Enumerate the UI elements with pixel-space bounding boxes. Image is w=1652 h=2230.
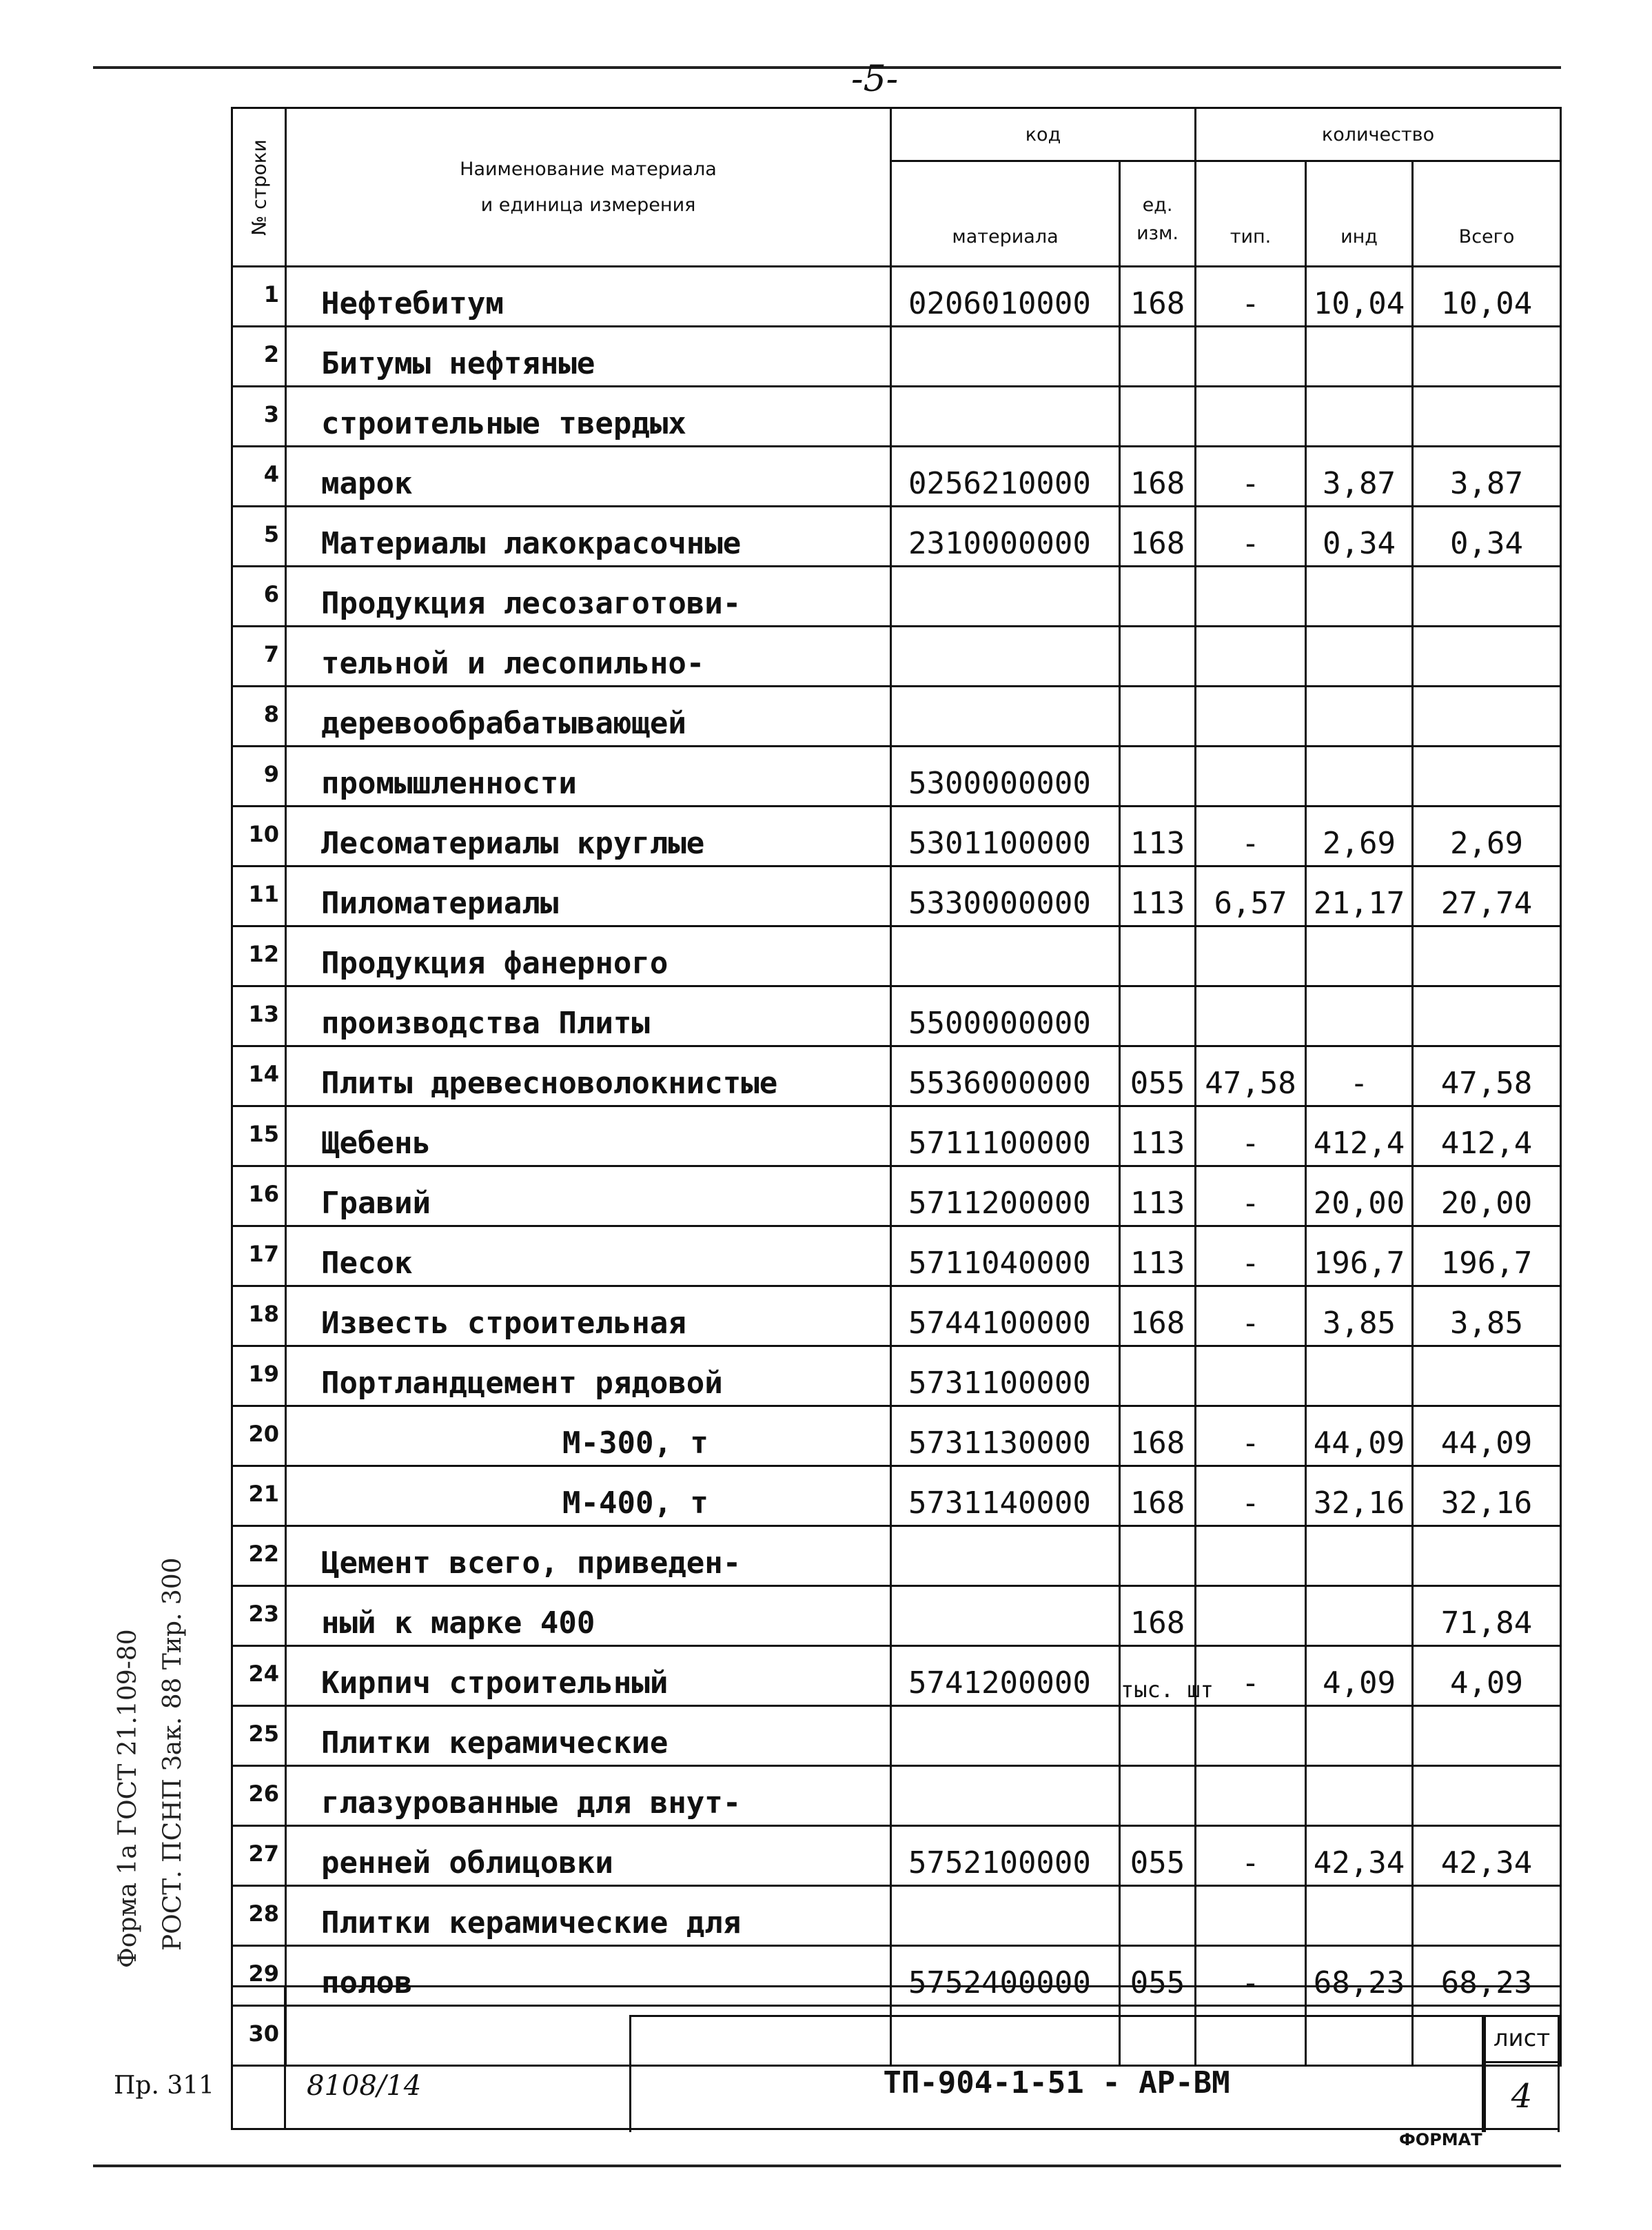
qty-total: 47,58 [1413, 1046, 1561, 1106]
material-name: марок [286, 447, 891, 507]
code-unit-header: ед. изм. [1120, 161, 1196, 267]
material-name: Плитки керамические [286, 1706, 891, 1766]
material-name: Плиты древесноволокнистые [286, 1046, 891, 1106]
material-code [891, 1586, 1120, 1646]
material-code: 5752100000 [891, 1826, 1120, 1886]
material-name: Известь строительная [286, 1286, 891, 1346]
qty-typ: - [1196, 807, 1306, 866]
code-group-header: код [891, 108, 1196, 161]
side-note-form: Форма 1а ГОСТ 21.109-80 [114, 1629, 142, 1968]
table-row [232, 687, 1561, 747]
qty-ind: - [1306, 1046, 1413, 1106]
material-name: Продукция фанерного [286, 926, 891, 986]
qty-ind [1306, 387, 1413, 447]
row-number: 21 [232, 1466, 286, 1526]
material-code: 5300000000 [891, 747, 1120, 807]
qty-ind: 68,23 [1306, 1946, 1413, 2006]
table-row [232, 1406, 1561, 1466]
row-number: 28 [232, 1886, 286, 1946]
qty-typ: 6,57 [1196, 866, 1306, 926]
material-name: ренней облицовки [286, 1826, 891, 1886]
material-code: 5536000000 [891, 1046, 1120, 1106]
unit-code: 113 [1120, 1106, 1196, 1166]
qty-ind-header: инд [1306, 161, 1413, 267]
row-number: 6 [232, 567, 286, 627]
qty-typ-header: тип. [1196, 161, 1306, 267]
qty-ind [1306, 986, 1413, 1046]
row-number: 30 [232, 2006, 286, 2066]
qty-total [1413, 986, 1561, 1046]
row-number: 16 [232, 1166, 286, 1226]
qty-ind: 3,85 [1306, 1286, 1413, 1346]
unit-code [1120, 1766, 1196, 1826]
table-row [232, 1046, 1561, 1106]
row-number: 22 [232, 1526, 286, 1586]
row-number: 18 [232, 1286, 286, 1346]
name-header-line1: Наименование материала [460, 159, 717, 181]
qty-total [1413, 567, 1561, 627]
qty-total [1413, 1766, 1561, 1826]
material-code: 0206010000 [891, 267, 1120, 327]
table-row [232, 747, 1561, 807]
row-number: 12 [232, 926, 286, 986]
material-name: Лесоматериалы круглые [286, 807, 891, 866]
material-code [891, 567, 1120, 627]
table-row [232, 866, 1561, 926]
material-code: 5731130000 [891, 1406, 1120, 1466]
qty-typ [1196, 1886, 1306, 1946]
qty-ind: 20,00 [1306, 1166, 1413, 1226]
title-block [231, 1985, 1560, 2130]
material-code: 5731140000 [891, 1466, 1120, 1526]
table-row [232, 1586, 1561, 1646]
qty-ind [1306, 627, 1413, 687]
table-row [232, 986, 1561, 1046]
material-code [891, 687, 1120, 747]
qty-total [1413, 747, 1561, 807]
row-number: 20 [232, 1406, 286, 1466]
qty-total [1413, 327, 1561, 387]
unit-code [1120, 1886, 1196, 1946]
material-name: деревообрабатывающей [286, 687, 891, 747]
row-number: 29 [232, 1946, 286, 2006]
row-number: 14 [232, 1046, 286, 1106]
material-name: Цемент всего, приведен- [286, 1526, 891, 1586]
material-code: 5330000000 [891, 866, 1120, 926]
qty-total: 44,09 [1413, 1406, 1561, 1466]
unit-code [1120, 627, 1196, 687]
unit-code [1120, 926, 1196, 986]
qty-typ [1196, 327, 1306, 387]
material-code: 5752400000 [891, 1946, 1120, 2006]
qty-total: 10,04 [1413, 267, 1561, 327]
qty-total: 27,74 [1413, 866, 1561, 926]
qty-ind [1306, 1886, 1413, 1946]
table-row [232, 1346, 1561, 1406]
qty-typ: - [1196, 1226, 1306, 1286]
table-row [232, 1706, 1561, 1766]
table-row [232, 1526, 1561, 1586]
row-number: 13 [232, 986, 286, 1046]
page-number: -5- [851, 59, 899, 100]
qty-typ: - [1196, 1106, 1306, 1166]
material-name: М-400, т [286, 1466, 891, 1526]
material-code [891, 926, 1120, 986]
qty-total: 2,69 [1413, 807, 1561, 866]
qty-typ [1196, 1346, 1306, 1406]
row-number: 9 [232, 747, 286, 807]
material-name: М-300, т [286, 1406, 891, 1466]
table-row [232, 1286, 1561, 1346]
material-code [891, 627, 1120, 687]
qty-total [1413, 1346, 1561, 1406]
qty-total: 196,7 [1413, 1226, 1561, 1286]
table-row [232, 627, 1561, 687]
qty-typ: - [1196, 1646, 1306, 1706]
unit-code [1120, 1706, 1196, 1766]
row-number: 7 [232, 627, 286, 687]
unit-code: 168 [1120, 507, 1196, 567]
qty-total: 3,87 [1413, 447, 1561, 507]
qty-typ [1196, 687, 1306, 747]
material-code: 5744100000 [891, 1286, 1120, 1346]
qty-typ: 47,58 [1196, 1046, 1306, 1106]
material-code: 2310000000 [891, 507, 1120, 567]
qty-typ [1196, 747, 1306, 807]
qty-ind: 10,04 [1306, 267, 1413, 327]
qty-ind: 2,69 [1306, 807, 1413, 866]
qty-ind [1306, 1706, 1413, 1766]
unit-code: 113 [1120, 866, 1196, 926]
unit-code: 055 [1120, 1826, 1196, 1886]
table-row [232, 1826, 1561, 1886]
qty-total [1413, 1886, 1561, 1946]
signature-number: 8108/14 [307, 2070, 422, 2102]
material-name: производства Плиты [286, 986, 891, 1046]
table-row [232, 1106, 1561, 1166]
material-name: строительные твердых [286, 387, 891, 447]
row-number: 15 [232, 1106, 286, 1166]
qty-typ [1196, 926, 1306, 986]
qty-ind [1306, 1526, 1413, 1586]
qty-ind: 0,34 [1306, 507, 1413, 567]
material-name: Песок [286, 1226, 891, 1286]
material-name: Щебень [286, 1106, 891, 1166]
sheet-number: 4 [1484, 2063, 1560, 2132]
qty-total: 68,23 [1413, 1946, 1561, 2006]
qty-ind: 32,16 [1306, 1466, 1413, 1526]
qty-total [1413, 387, 1561, 447]
material-name: тельной и лесопильно- [286, 627, 891, 687]
qty-ind [1306, 687, 1413, 747]
qty-ind: 42,34 [1306, 1826, 1413, 1886]
unit-code: 168 [1120, 1466, 1196, 1526]
table-row [232, 507, 1561, 567]
unit-code: 168 [1120, 1286, 1196, 1346]
material-code: 5711100000 [891, 1106, 1120, 1166]
table-row [232, 1646, 1561, 1706]
material-code [891, 1886, 1120, 1946]
qty-total: 20,00 [1413, 1166, 1561, 1226]
table-row [232, 327, 1561, 387]
qty-total-header: Всего [1413, 161, 1561, 267]
unit-code: 113 [1120, 1226, 1196, 1286]
qty-typ: - [1196, 1166, 1306, 1226]
material-name: полов [286, 1946, 891, 2006]
row-number: 8 [232, 687, 286, 747]
table-row [232, 1226, 1561, 1286]
format-label: ФОРМАТ [1399, 2130, 1482, 2149]
qty-ind [1306, 926, 1413, 986]
material-name: Продукция лесозаготови- [286, 567, 891, 627]
name-header-line2: и единица измерения [480, 194, 696, 216]
material-code [891, 327, 1120, 387]
table-row [232, 387, 1561, 447]
qty-total: 42,34 [1413, 1826, 1561, 1886]
qty-typ: - [1196, 1826, 1306, 1886]
unit-code [1120, 1526, 1196, 1586]
material-name: Битумы нефтяные [286, 327, 891, 387]
table-row [232, 267, 1561, 327]
material-name: Материалы лакокрасочные [286, 507, 891, 567]
bottom-rule [93, 2165, 1561, 2167]
table-row [232, 1166, 1561, 1226]
row-number: 1 [232, 267, 286, 327]
unit-code [1120, 1346, 1196, 1406]
qty-typ [1196, 1586, 1306, 1646]
material-name: Нефтебитум [286, 267, 891, 327]
qty-ind [1306, 747, 1413, 807]
unit-code [1120, 747, 1196, 807]
qty-total: 71,84 [1413, 1586, 1561, 1646]
qty-ind: 21,17 [1306, 866, 1413, 926]
side-note-print: РОСТ. ПСНП Зак. 88 Тир. 300 [159, 1557, 187, 1951]
material-name: Портландцемент рядовой [286, 1346, 891, 1406]
unit-code: 113 [1120, 807, 1196, 866]
unit-code [1120, 687, 1196, 747]
material-code: 0256210000 [891, 447, 1120, 507]
row-number: 4 [232, 447, 286, 507]
qty-total: 32,16 [1413, 1466, 1561, 1526]
unit-code [1120, 327, 1196, 387]
row-number: 3 [232, 387, 286, 447]
qty-typ [1196, 627, 1306, 687]
qty-ind: 3,87 [1306, 447, 1413, 507]
qty-ind: 4,09 [1306, 1646, 1413, 1706]
table-row [232, 807, 1561, 866]
row-number: 17 [232, 1226, 286, 1286]
qty-typ: - [1196, 1466, 1306, 1526]
qty-total [1413, 926, 1561, 986]
unit-code: 168 [1120, 447, 1196, 507]
qty-ind [1306, 1586, 1413, 1646]
qty-typ: - [1196, 447, 1306, 507]
material-code: 5500000000 [891, 986, 1120, 1046]
top-rule [93, 66, 1561, 69]
unit-code [1120, 387, 1196, 447]
qty-ind [1306, 327, 1413, 387]
qty-ind [1306, 1766, 1413, 1826]
row-number: 11 [232, 866, 286, 926]
unit-code: 113 [1120, 1166, 1196, 1226]
table-row [232, 1886, 1561, 1946]
side-note-pr: Пр. 311 [114, 2071, 215, 2100]
qty-typ: - [1196, 1406, 1306, 1466]
unit-code [1120, 986, 1196, 1046]
materials-table [231, 107, 1562, 2067]
materials-table-body [232, 267, 1561, 2066]
row-number: 23 [232, 1586, 286, 1646]
qty-ind [1306, 1346, 1413, 1406]
material-name: Кирпич строительный [286, 1646, 891, 1706]
unit-code: 168 [1120, 1406, 1196, 1466]
unit-code: 168 [1120, 1586, 1196, 1646]
row-number: 10 [232, 807, 286, 866]
material-name: глазурованные для внут- [286, 1766, 891, 1826]
material-name: Гравий [286, 1166, 891, 1226]
material-code: 5711200000 [891, 1166, 1120, 1226]
unit-code: 055 [1120, 1046, 1196, 1106]
row-number: 2 [232, 327, 286, 387]
document-code-box [629, 2015, 1484, 2132]
material-name: ный к марке 400 [286, 1586, 891, 1646]
unit-code: тыс. шт [1120, 1646, 1196, 1706]
unit-code: 055 [1120, 1946, 1196, 2006]
qty-total [1413, 1526, 1561, 1586]
qty-ind: 412,4 [1306, 1106, 1413, 1166]
table-row [232, 1766, 1561, 1826]
qty-total [1413, 1706, 1561, 1766]
qty-total: 4,09 [1413, 1646, 1561, 1706]
material-code [891, 1766, 1120, 1826]
qty-typ: - [1196, 1946, 1306, 2006]
qty-typ: - [1196, 507, 1306, 567]
table-row [232, 447, 1561, 507]
material-code [891, 1526, 1120, 1586]
material-code [891, 387, 1120, 447]
qty-typ [1196, 387, 1306, 447]
unit-code [1120, 567, 1196, 627]
material-code [891, 1706, 1120, 1766]
qty-total [1413, 627, 1561, 687]
row-number: 19 [232, 1346, 286, 1406]
qty-typ [1196, 986, 1306, 1046]
material-code: 5711040000 [891, 1226, 1120, 1286]
qty-total: 3,85 [1413, 1286, 1561, 1346]
qty-typ [1196, 1706, 1306, 1766]
row-number: 5 [232, 507, 286, 567]
material-name: промышленности [286, 747, 891, 807]
title-block-left-column [231, 1987, 286, 2128]
material-name: Плитки керамические для [286, 1886, 891, 1946]
table-row [232, 926, 1561, 986]
table-row [232, 1466, 1561, 1526]
qty-total: 412,4 [1413, 1106, 1561, 1166]
qty-typ: - [1196, 1286, 1306, 1346]
qty-total [1413, 687, 1561, 747]
qty-typ: - [1196, 267, 1306, 327]
qty-typ [1196, 567, 1306, 627]
material-name: Пиломатериалы [286, 866, 891, 926]
name-header [286, 108, 891, 267]
row-number: 26 [232, 1766, 286, 1826]
material-code: 5741200000 [891, 1646, 1120, 1706]
row-number: 24 [232, 1646, 286, 1706]
row-number: 25 [232, 1706, 286, 1766]
unit-code: 168 [1120, 267, 1196, 327]
code-material-header: материала [891, 161, 1120, 267]
row-number-header: № строки [232, 108, 286, 267]
qty-ind: 196,7 [1306, 1226, 1413, 1286]
sheet-label: лист [1484, 2015, 1560, 2063]
quantity-group-header: количество [1196, 108, 1561, 161]
qty-typ [1196, 1766, 1306, 1826]
material-code: 5301100000 [891, 807, 1120, 866]
qty-typ [1196, 1526, 1306, 1586]
document-code: ТП-904-1-51 - АР-ВМ [883, 2065, 1230, 2100]
material-code: 5731100000 [891, 1346, 1120, 1406]
row-number: 27 [232, 1826, 286, 1886]
table-row [232, 567, 1561, 627]
qty-ind [1306, 567, 1413, 627]
qty-total: 0,34 [1413, 507, 1561, 567]
qty-ind: 44,09 [1306, 1406, 1413, 1466]
